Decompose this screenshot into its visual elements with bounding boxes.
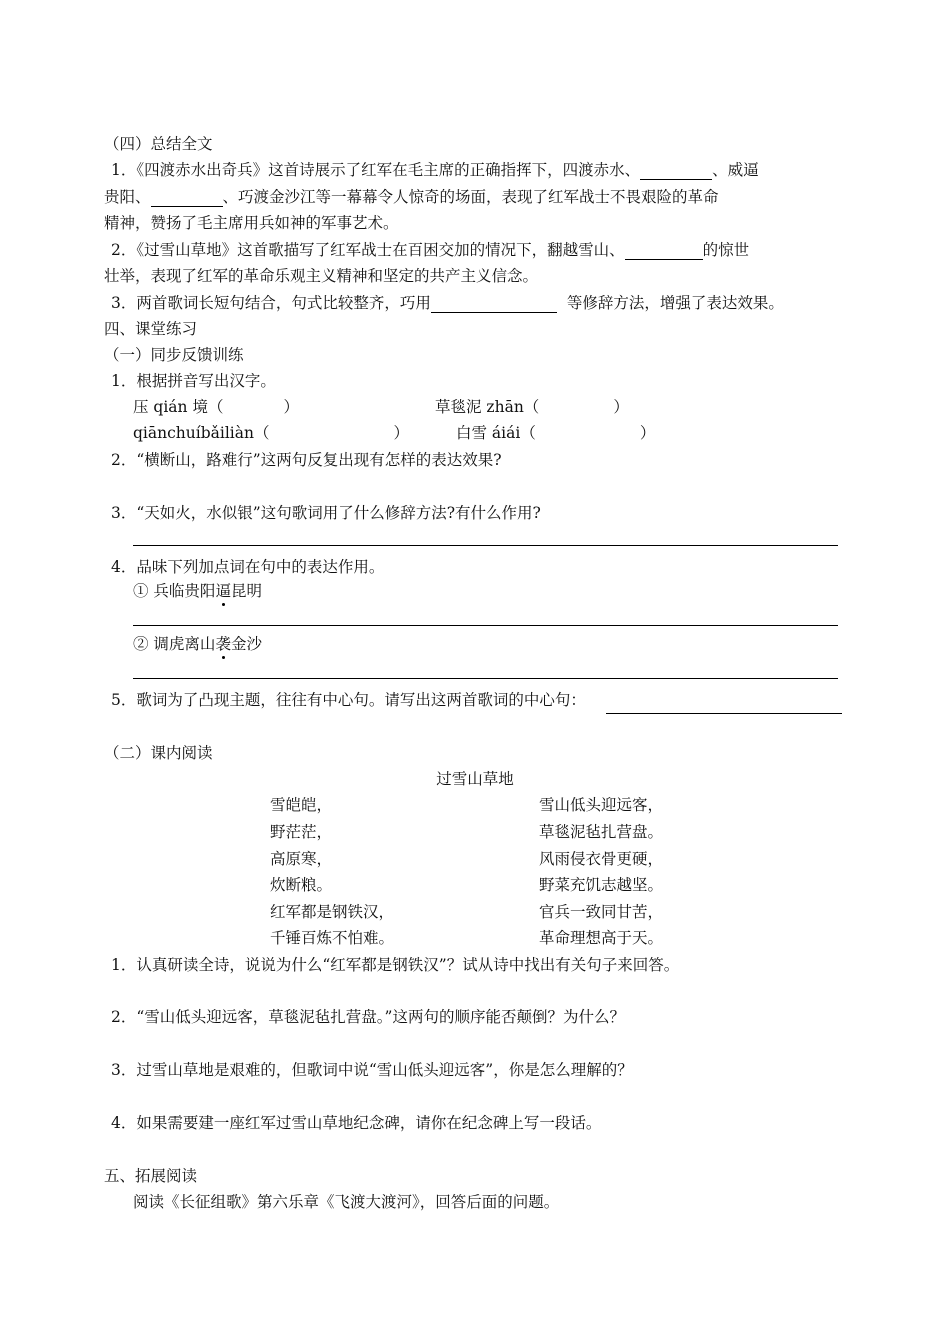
poem-left-line-2: 野茫茫， (270, 823, 333, 841)
practice-q4-item-2-answer-line[interactable] (133, 678, 838, 679)
summary-q1-blank-2[interactable] (151, 190, 223, 207)
practice-q4-item-1-answer-line[interactable] (133, 625, 838, 626)
pinyin-item-1-text: 压 qián 境（ (133, 398, 224, 416)
reading-q1: 1．认真研读全诗，说说为什么“红军都是钢铁汉”？试从诗中找出有关句子来回答。 (111, 956, 680, 974)
summary-q3-line (111, 293, 784, 313)
summary-q1-line2 (104, 187, 719, 207)
practice-q2: 2．“横断山，路难行”这两句反复出现有怎样的表达效果? (111, 451, 502, 469)
pinyin-item-4-text: 白雪 áiái（ (456, 424, 536, 442)
pinyin-item-4-close: ） (639, 424, 656, 442)
summary-q3-text-a: 3．两首歌词长短句结合，句式比较整齐，巧用 (111, 294, 431, 312)
practice-q4-item-2-text-b: 金沙 (230, 635, 262, 653)
summary-q1-line3: 精神，赞扬了毛主席用兵如神的军事艺术。 (104, 214, 399, 232)
summary-q3-blank[interactable] (431, 296, 557, 313)
practice-q4-item-1-dotted-word: 逼 (215, 582, 231, 600)
summary-q1-text-d: 、巧渡金沙江等一幕幕令人惊奇的场面，表现了红军战士不畏艰险的革命 (222, 188, 719, 206)
poem-right-line-2: 草毯泥毡扎营盘。 (539, 823, 664, 841)
practice-q1: 1．根据拼音写出汉字。 (111, 372, 276, 390)
summary-q1-text-b: 、威逼 (712, 161, 759, 179)
poem-right-line-3: 风雨侵衣骨更硬， (539, 850, 664, 868)
pinyin-item-2 (435, 397, 629, 417)
practice-q4-item-2 (133, 634, 262, 654)
poem-right-line-1: 雪山低头迎远客， (539, 796, 664, 814)
poem-left-line-4: 炊断粮。 (270, 876, 333, 894)
practice-q4-item-1-text-a: ① 兵临贵阳 (133, 582, 216, 600)
practice-q3-answer-line[interactable] (133, 545, 838, 546)
practice-q4-item-2-dotted-word: 袭 (215, 635, 231, 653)
poem-right-line-5: 官兵一致同甘苦， (539, 903, 664, 921)
practice-q4: 4．品味下列加点词在句中的表达作用。 (111, 558, 385, 576)
summary-q2-text-b: 的惊世 (702, 241, 750, 259)
summary-q1-line1 (111, 160, 759, 180)
practice-q4-item-2-text-a: ② 调虎离山 (133, 635, 216, 653)
reading-q4: 4．如果需要建一座红军过雪山草地纪念碑，请你在纪念碑上写一段话。 (111, 1114, 602, 1132)
poem-left-line-3: 高原寒， (270, 850, 333, 868)
summary-q2-text-a: 2．《过雪山草地》这首歌描写了红军战士在百困交加的情况下，翻越雪山、 (111, 241, 625, 259)
summary-q1-text-a: 1．《四渡赤水出奇兵》这首诗展示了红军在毛主席的正确指挥下，四渡赤水、 (111, 161, 641, 179)
pinyin-item-3-close: ） (393, 424, 409, 442)
pinyin-item-3 (133, 423, 409, 443)
summary-q2-line1 (111, 240, 749, 260)
summary-q2-line2: 壮举，表现了红军的革命乐观主义精神和坚定的共产主义信念。 (104, 267, 539, 285)
pinyin-item-2-text: 草毯泥 zhān（ (435, 398, 540, 416)
summary-q1-text-c: 贵阳、 (104, 188, 151, 206)
pinyin-item-3-text: qiānchuíbǎiliàn（ (133, 424, 270, 442)
practice-q3: 3．“天如火，水似银”这句歌词用了什么修辞方法?有什么作用? (111, 504, 541, 522)
reading-q2: 2．“雪山低头迎远客，草毯泥毡扎营盘。”这两句的顺序能否颠倒？为什么？ (111, 1008, 625, 1026)
practice-heading: 四、课堂练习 (104, 320, 198, 338)
practice-q5: 5．歌词为了凸现主题，往往有中心句。请写出这两首歌词的中心句： (111, 691, 586, 709)
practice-subheading-sync: （一）同步反馈训练 (104, 346, 244, 364)
pinyin-item-2-close: ） (613, 398, 629, 416)
pinyin-item-1 (133, 397, 299, 417)
poem-left-line-5: 红军都是钢铁汉， (270, 903, 395, 921)
poem-title: 过雪山草地 (436, 770, 514, 788)
practice-q5-answer-line[interactable] (606, 713, 842, 714)
extension-heading: 五、拓展阅读 (104, 1167, 198, 1185)
pinyin-item-4 (456, 423, 655, 443)
extension-instruction: 阅读《长征组歌》第六乐章《飞渡大渡河》，回答后面的问题。 (133, 1193, 560, 1211)
poem-right-line-4: 野菜充饥志越坚。 (539, 876, 664, 894)
practice-q4-item-1 (133, 581, 262, 601)
summary-q2-blank[interactable] (625, 243, 703, 260)
summary-heading: （四）总结全文 (104, 135, 213, 153)
summary-q3-text-b: 等修辞方法，增强了表达效果。 (566, 294, 784, 312)
reading-subheading: （二）课内阅读 (104, 744, 213, 762)
pinyin-item-1-close: ） (283, 398, 299, 416)
reading-q3: 3．过雪山草地是艰难的，但歌词中说“雪山低头迎远客”，你是怎么理解的？ (111, 1061, 633, 1079)
practice-q4-item-1-text-b: 昆明 (230, 582, 262, 600)
poem-left-line-1: 雪皑皑， (270, 796, 333, 814)
summary-q1-blank-1[interactable] (640, 163, 712, 180)
poem-right-line-6: 革命理想高于天。 (539, 929, 664, 947)
poem-left-line-6: 千锤百炼不怕难。 (270, 929, 395, 947)
